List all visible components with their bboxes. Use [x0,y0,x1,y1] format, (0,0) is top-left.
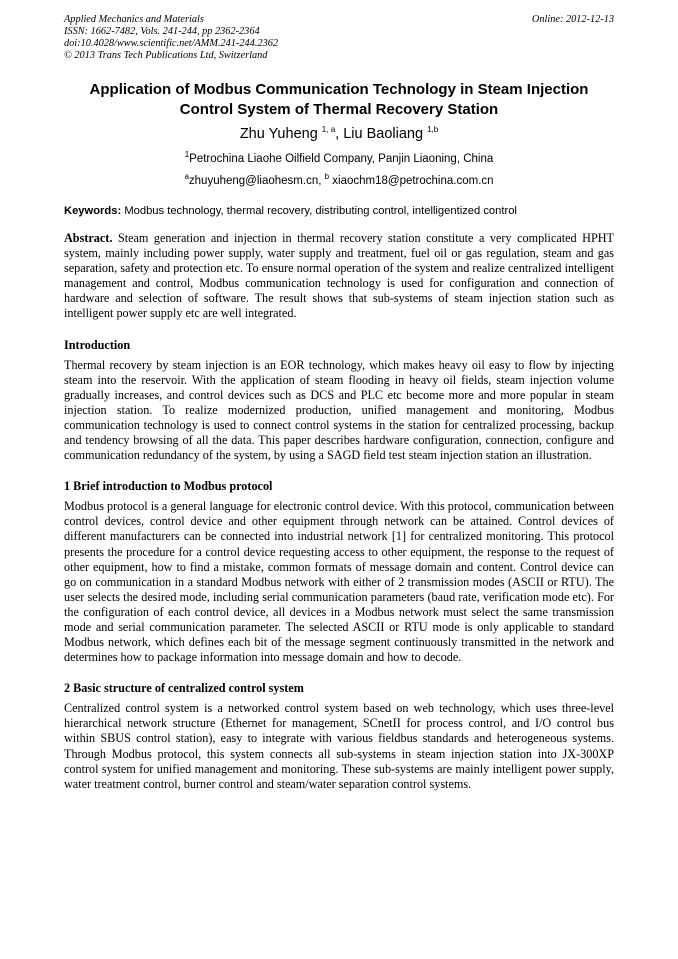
doi-line: doi:10.4028/www.scientific.net/AMM.241-244.2362 [64,38,279,49]
abstract-text: Steam generation and injection in thermal recovery station constitute a very complicated HPHT system, mainly including power supply, water supply and treatment, fuel oil or gas regulation, steam and gas separation, safety and protection etc. To ensure normal operation of the system and realize centralized intelligent management and control, Modbus communication technology is used for configuration and connection of hardware and selection of software. The result shows that sub-systems of steam injection station such as intelligent power supply etc are well integrated. [64,231,614,321]
section-body: Centralized control system is a networked control system based on web technology, which uses three-level hierarchical network structure (Ethernet for management, SCnetII for process control, and I/O control bus within SBUS control station), easy to integrate with various fieldbus standards and heterogeneous systems. Through Modbus protocol, this system connects all sub-systems in steam injection station into JX-300XP control system for unified management and monitoring. These sub-systems are mainly intelligent power supply, water treatment control, burner control and steam/water separation control systems. [64,701,614,791]
author-sup: 1,b [427,125,439,135]
email-link[interactable]: xiaochm18@petrochina.com.cn [332,175,494,187]
section-body: Modbus protocol is a general language for electronic control device. With this protocol, communication between control devices, control device and other equipment through network can be attained. Control devices of different manufacturers can be connected into industrial network [1] for centralized monitoring. This protocol presents the procedure for a control device requesting access to other equipment, the response to the request of other equipment, how to find a mistake, common formats of message domain and content. Control device can go on communication in a standard Modbus network with either of 2 transmission modes (ASCII or RTU). The user selects the desired mode, including serial communication parameters (baud rate, verification mode etc). For the configuration of each control device, all devices in a Modbus network must select the same transmission mode and serial communication parameter. The selected ASCII or RTU mode is only applicable to standard Modbus network, which defines each bit of the message segment continuously transmitted in the network and determines how to package information into message domain and how to decode. [64,499,614,665]
copyright-line: © 2013 Trans Tech Publications Ltd, Switzerland [64,50,268,61]
email-sup: b [324,172,330,182]
author-name: Zhu Yuheng [239,126,318,142]
affiliation-text: Petrochina Liaohe Oilfield Company, Panjin Liaoning, China [189,153,494,165]
section-heading: 1 Brief introduction to Modbus protocol [64,479,273,494]
abstract-label: Abstract. [64,231,113,245]
email-sup: a [184,172,189,182]
author-sup: 1, a [321,125,336,135]
email-link[interactable]: zhuyuheng@liaohesm.cn, [188,175,322,187]
paper-title [64,80,614,120]
journal-header [64,14,614,62]
journal-name: Applied Mechanics and Materials [64,14,204,25]
section-body: Thermal recovery by steam injection is an EOR technology, which makes heavy oil easy to flow by injecting steam into the reservoir. With the application of steam flooding in heavy oil fields, steam injection volume gradually increases, and control devices such as DCS and PLC etc become more and more popular in steam injection station. To realize modernized production, unified management and monitoring, Modbus communication technology is used to connect control systems in the station for centralized processing, backup and tendency browsing of all the data. This paper describes hardware configuration, connection, configure and communication redundancy of the system, by using a SAGD field test steam injection station an illustration. [64,357,614,463]
abstract [64,231,614,322]
section-heading: 2 Basic structure of centralized control system [64,681,304,696]
online-date: Online: 2012-12-13 [531,14,614,25]
title-line-2: Control System of Thermal Recovery Station [179,101,499,118]
title-line-1: Application of Modbus Communication Technology in Steam Injection [89,81,589,98]
section-heading: Introduction [64,337,131,352]
affiliation [64,152,614,167]
affiliation-sup: 1 [184,150,190,160]
issn-line: ISSN: 1662-7482, Vols. 241-244, pp 2362-2364 [64,26,260,37]
keywords-label: Keywords: [64,205,122,217]
author-emails [64,174,614,189]
author-name: Liu Baoliang [343,126,424,142]
keywords-text: Modbus technology, thermal recovery, distributing control, intelligentized control [124,205,517,217]
keywords [64,204,614,218]
paper-page [64,14,614,792]
author-separator: , [335,126,340,142]
author-list [64,125,614,144]
